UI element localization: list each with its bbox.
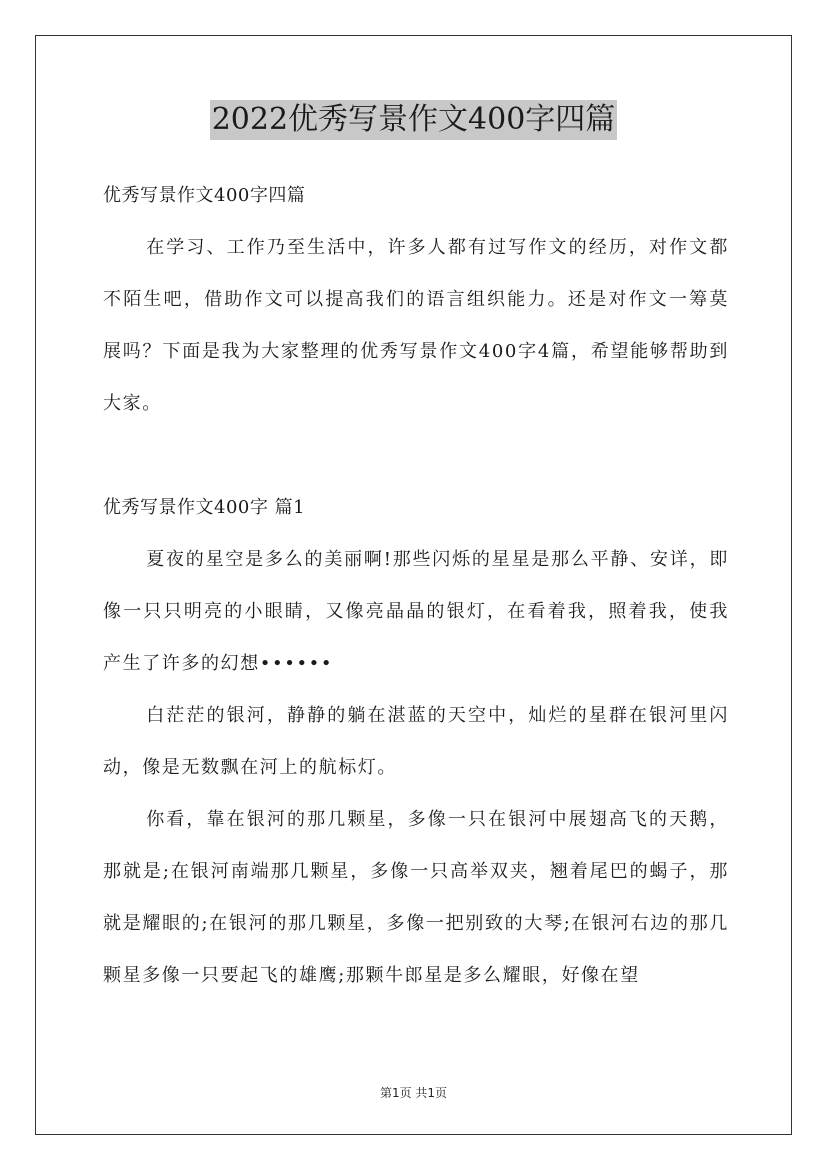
document-body (103, 170, 729, 1002)
title-container (0, 100, 827, 140)
page-footer (0, 1084, 827, 1101)
section-gap (103, 430, 729, 482)
body-paragraph: 你看，靠在银河的那几颗星，多像一只在银河中展翅高飞的天鹅，那就是;在银河南端那几颗星，多像一只高举双夹，翘着尾巴的蝎子，那就是耀眼的;在银河的那几颗星，多像一把别致的大琴;在银河右边的那几颗星多像一只要起飞的雄鹰;那颗牛郎星是多么耀眼，好像在望 (103, 809, 729, 986)
intro-paragraph: 在学习、工作乃至生活中，许多人都有过写作文的经历，对作文都不陌生吧，借助作文可以提高我们的语言组织能力。还是对作文一筹莫展吗？下面是我为大家整理的优秀写景作文400字4篇，希望能够帮助到大家。 (103, 237, 729, 414)
document-subtitle: 优秀写景作文400字四篇 (103, 185, 306, 206)
body-paragraph: 夏夜的星空是多么的美丽啊!那些闪烁的星星是那么平静、安详，即像一只只明亮的小眼睛，又像亮晶晶的银灯，在看着我，照着我，使我产生了许多的幻想•••••• (103, 549, 729, 674)
body-paragraph: 白茫茫的银河，静静的躺在湛蓝的天空中，灿烂的星群在银河里闪动，像是无数飘在河上的航标灯。 (103, 705, 729, 778)
section-heading: 优秀写景作文400字 篇1 (103, 497, 306, 518)
document-title: 2022优秀写景作文400字四篇 (210, 100, 618, 140)
page-indicator: 第1页 共1页 (379, 1086, 448, 1100)
